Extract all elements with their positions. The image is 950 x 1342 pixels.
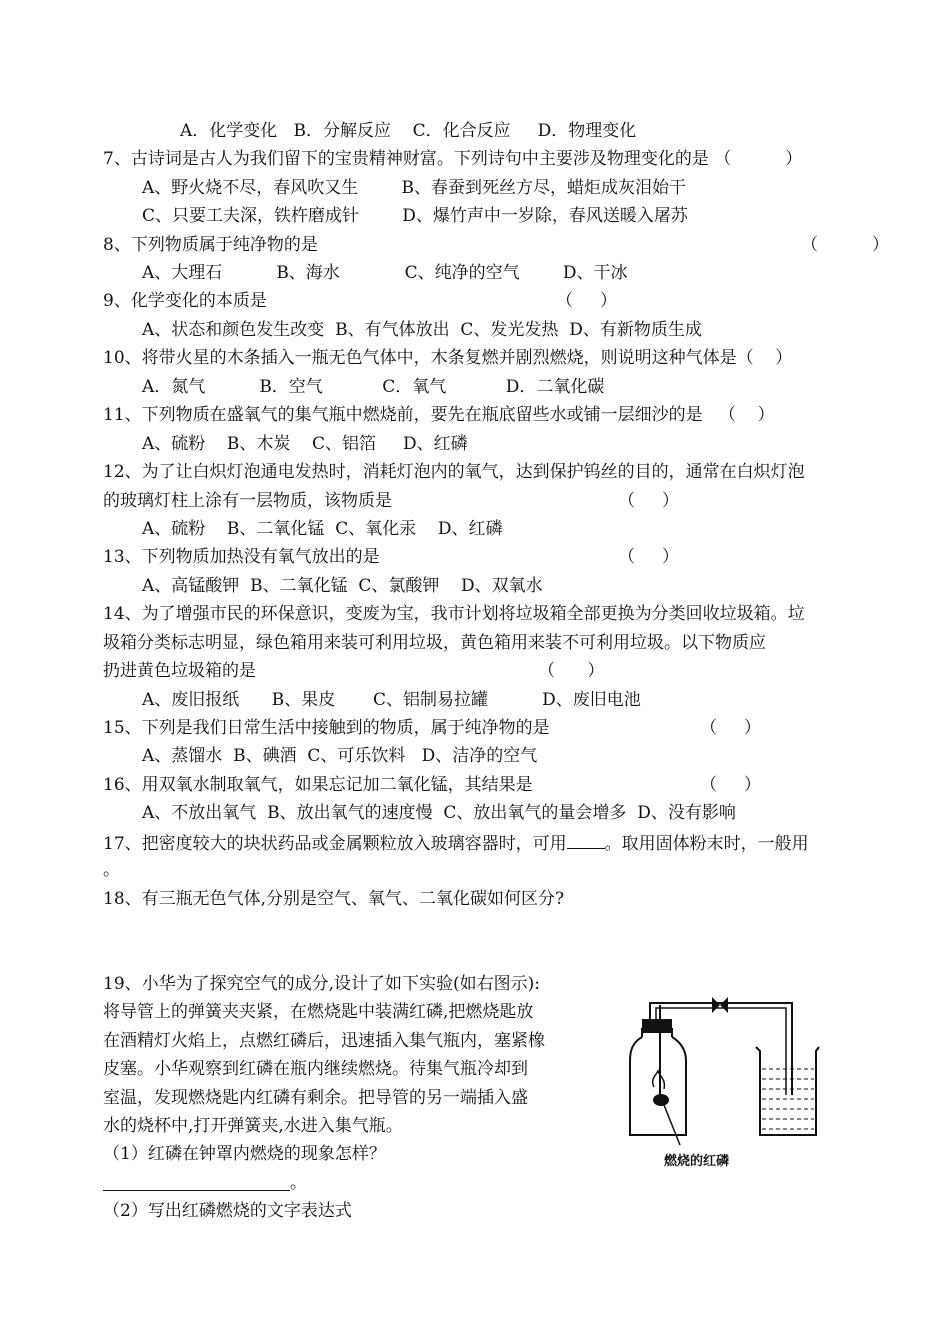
q19-sub1-end: 。: [290, 1173, 307, 1193]
q8-stem: 8、下列物质属于纯净物的是: [103, 235, 318, 255]
q19-sub2: （2）写出红磷燃烧的文字表达式: [103, 1201, 352, 1221]
q14-stem-line3: 扔进黄色垃圾箱的是: [103, 661, 256, 681]
glass-tube-inner: [656, 1008, 786, 1095]
caption-pointer: [664, 1105, 680, 1145]
q19-sub1: （1）红磷在钟罩内燃烧的现象怎样？: [103, 1144, 386, 1164]
q19-stem-line3: 在酒精灯火焰上，点燃红磷后，迅速插入集气瓶内，塞紧橡: [103, 1031, 545, 1051]
q15-answer-bracket: （ ）: [700, 718, 762, 738]
burning-phosphorus: [653, 1094, 669, 1106]
q7-options-ab: A、野火烧不尽，春风吹又生 B、春蚕到死丝方尽，蜡炬成灰泪始干: [142, 178, 686, 198]
q19-stem-line1: 19、小华为了探究空气的成分,设计了如下实验(如右图示):: [103, 974, 541, 994]
experiment-apparatus-figure: [620, 995, 820, 1150]
q9-stem: 9、化学变化的本质是: [103, 291, 267, 311]
spring-clip-icon: [712, 997, 728, 1013]
q9-answer-bracket: （ ）: [556, 291, 618, 311]
q9-options: A、状态和颜色发生改变 B、有气体放出 C、发光发热 D、有新物质生成: [142, 320, 702, 340]
q12-options: A、硫粉 B、二氧化锰 C、氧化汞 D、红磷: [142, 519, 503, 539]
q12-stem-line2: 的玻璃灯柱上涂有一层物质，该物质是: [103, 491, 392, 511]
q19-stem-line6: 水的烧杯中,打开弹簧夹,水进入集气瓶。: [103, 1116, 403, 1136]
q17-blank[interactable]: [567, 832, 605, 849]
gas-jar: [630, 1029, 686, 1135]
q10-stem: 10、将带火星的木条插入一瓶无色气体中，木条复燃并剧烈燃烧，则说明这种气体是（ ）: [103, 348, 793, 368]
q10-options: A．氮气 B．空气 C．氧气 D．二氧化碳: [142, 377, 605, 397]
beaker: [756, 1047, 819, 1135]
q7-options-cd: C、只要工夫深，铁杵磨成针 D、爆竹声中一岁除，春风送暖入屠苏: [142, 206, 688, 226]
q8-answer-bracket: （ ）: [801, 235, 890, 255]
beaker-water: [762, 1069, 814, 1129]
q16-options: A、不放出氧气 B、放出氧气的速度慢 C、放出氧气的量会增多 D、没有影响: [142, 803, 736, 823]
q18-stem: 18、有三瓶无色气体,分别是空气、氧气、二氧化碳如何区分?: [103, 889, 565, 909]
rubber-stopper: [642, 1019, 672, 1033]
q16-answer-bracket: （ ）: [700, 775, 762, 795]
q17-stem: 17、把密度较大的块状药品或金属颗粒放入玻璃容器时，可用 。取用固体粉末时，一般用: [103, 834, 809, 854]
q15-stem: 15、下列是我们日常生活中接触到的物质，属于纯净物的是: [103, 718, 550, 738]
q14-stem-line1: 14、为了增强市民的环保意识，变废为宝，我市计划将垃圾箱全部更换为分类回收垃圾箱。垃: [103, 604, 805, 624]
q13-options: A、高锰酸钾 B、二氧化锰 C、氯酸钾 D、双氧水: [142, 576, 543, 596]
q7-stem: 7、古诗词是古人为我们留下的宝贵精神财富。下列诗句中主要涉及物理变化的是 （ ）: [103, 149, 803, 169]
q14-stem-line2: 圾箱分类标志明显，绿色箱用来装可利用垃圾，黄色箱用来装不可利用垃圾。以下物质应: [103, 633, 766, 653]
q13-answer-bracket: （ ）: [618, 547, 680, 567]
q14-options: A、废旧报纸 B、果皮 C、铝制易拉罐 D、废旧电池: [142, 690, 641, 710]
q19-stem-line2: 将导管上的弹簧夹夹紧，在燃烧匙中装满红磷,把燃烧匙放: [103, 1002, 534, 1022]
glass-tube: [650, 1003, 792, 1095]
flame-icon: [653, 1071, 665, 1089]
q19-stem-line4: 皮塞。小华观察到红磷在瓶内继续燃烧。待集气瓶冷却到: [103, 1059, 528, 1079]
q16-stem: 16、用双氧水制取氧气，如果忘记加二氧化锰，其结果是: [103, 775, 533, 795]
q12-stem-line1: 12、为了让白炽灯泡通电发热时，消耗灯泡内的氧气，达到保护钨丝的目的，通常在白炽灯泡: [103, 462, 805, 482]
q11-stem: 11、下列物质在盛氧气的集气瓶中燃烧前，要先在瓶底留些水或铺一层细沙的是 （ ）: [103, 405, 775, 425]
q19-stem-line5: 室温，发现燃烧匙内红磷有剩余。把导管的另一端插入盛: [103, 1088, 528, 1108]
q19-sub1-answer-line[interactable]: [103, 1190, 290, 1191]
q11-options: A、硫粉 B、木炭 C、铝箔 D、红磷: [142, 434, 468, 454]
q15-options: A、蒸馏水 B、碘酒 C、可乐饮料 D、洁净的空气: [142, 746, 538, 766]
figure-caption: 燃烧的红磷: [664, 1154, 730, 1169]
q13-stem: 13、下列物质加热没有氧气放出的是: [103, 547, 380, 567]
q8-options: A、大理石 B、海水 C、纯净的空气 D、干冰: [142, 263, 628, 283]
q6-options: A．化学变化 B．分解反应 C．化合反应 D．物理变化: [180, 121, 637, 141]
q14-answer-bracket: （ ）: [538, 661, 605, 681]
q17-stem-end: 。: [103, 860, 120, 880]
q12-answer-bracket: （ ）: [618, 491, 680, 511]
